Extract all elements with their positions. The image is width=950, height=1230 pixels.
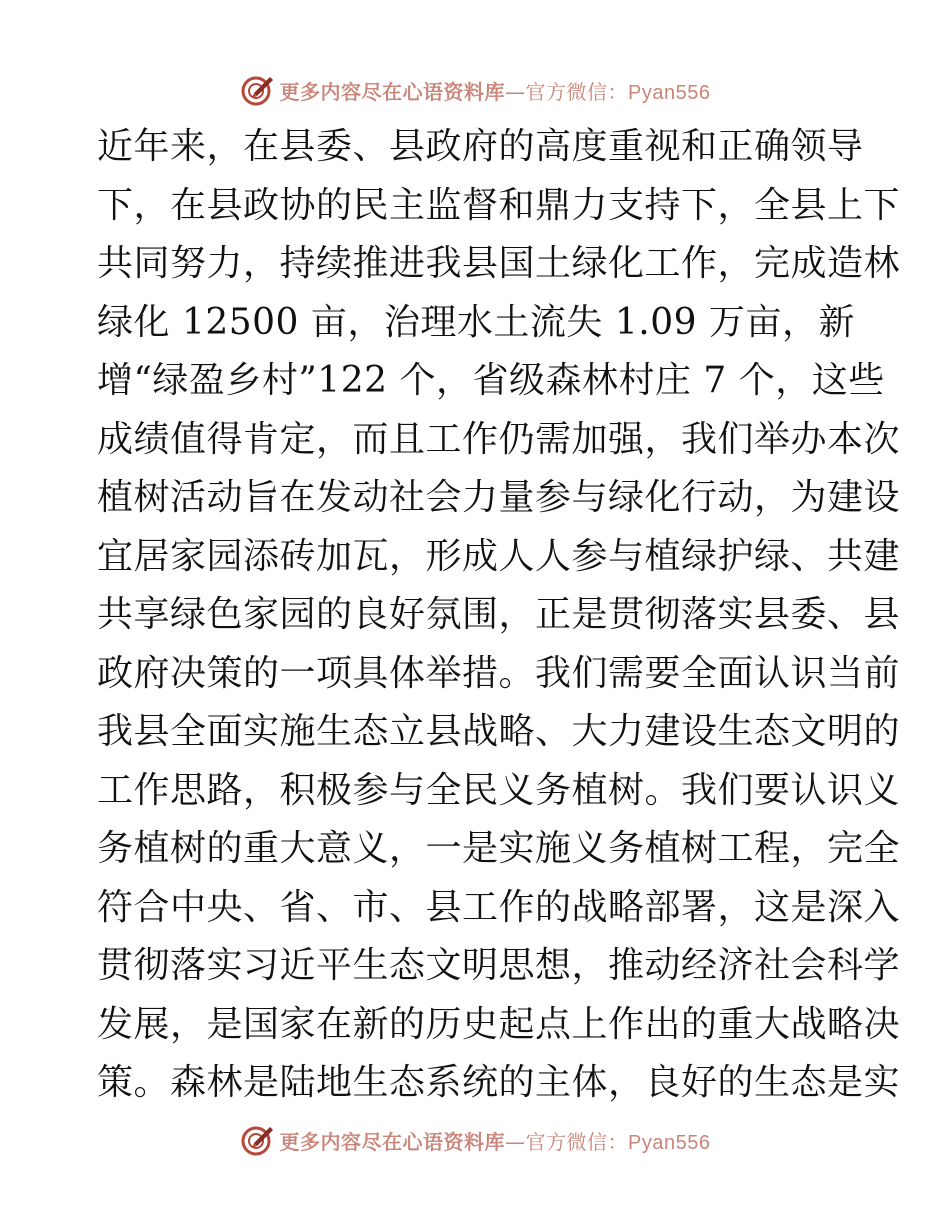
watermark-handle: Pyan556	[628, 81, 711, 104]
body-line: 我县全面实施生态立县战略、大力建设生态文明的	[97, 711, 901, 752]
body-line: 宜居家园添砖加瓦，形成人人参与植绿护绿、共建	[97, 535, 901, 577]
watermark-handle: Pyan556	[628, 1131, 711, 1154]
body-line: 政府决策的一项具体举措。我们需要全面认识当前	[97, 652, 901, 694]
body-line: 成绩值得肯定，而且工作仍需加强，我们举办本次	[97, 418, 901, 460]
watermark-dash: —	[505, 79, 526, 104]
footer-watermark	[0, 1120, 950, 1160]
watermark-brand: 更多内容尽在心语资料库	[279, 1129, 506, 1154]
watermark-label: 官方微信：	[525, 79, 629, 104]
body-line: 共享绿色家园的良好氛围，正是贯彻落实县委、县	[97, 594, 901, 635]
body-line: 贯彻落实习近平生态文明思想，推动经济社会科学	[97, 945, 901, 986]
header-watermark	[0, 70, 950, 110]
body-line: 植树活动旨在发动社会力量参与绿化行动，为建设	[97, 477, 901, 518]
body-line: 符合中央、省、市、县工作的战略部署，这是深入	[97, 886, 901, 928]
body-line: 近年来，在县委、县政府的高度重视和正确领导	[97, 126, 864, 167]
watermark-dash: —	[505, 1129, 526, 1154]
body-line: 工作思路，积极参与全民义务植树。我们要认识义	[97, 769, 901, 811]
watermark-text	[280, 1126, 711, 1155]
watermark-text	[280, 76, 711, 105]
pen-logo-icon	[240, 73, 274, 107]
body-line: 发展，是国家在新的历史起点上作出的重大战略决	[97, 1003, 901, 1045]
body-line: 增“绿盈乡村”122 个，省级森林村庄 7 个，这些	[97, 360, 885, 401]
pen-logo-icon	[240, 1123, 274, 1157]
body-line: 务植树的重大意义，一是实施义务植树工程，完全	[97, 828, 901, 869]
watermark-brand: 更多内容尽在心语资料库	[279, 79, 506, 104]
body-line: 下，在县政协的民主监督和鼎力支持下，全县上下	[97, 184, 901, 226]
body-line: 策。森林是陆地生态系统的主体，良好的生态是实	[97, 1062, 901, 1103]
watermark-label: 官方微信：	[525, 1129, 629, 1154]
body-line: 共同努力，持续推进我县国土绿化工作，完成造林	[97, 243, 901, 284]
document-body	[97, 118, 901, 1113]
body-line: 绿化 12500 亩，治理水土流失 1.09 万亩，新	[97, 301, 855, 343]
